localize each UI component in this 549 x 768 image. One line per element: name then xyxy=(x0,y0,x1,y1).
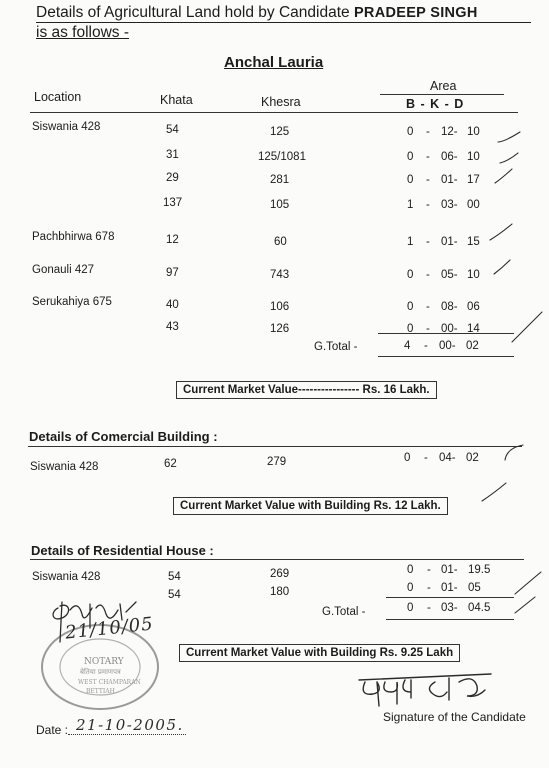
land-row-dash: - xyxy=(426,323,430,335)
land-row-location: Serukahiya 675 xyxy=(32,296,112,308)
res-total-b: 0 xyxy=(407,602,414,614)
land-row-k: 05- xyxy=(441,269,458,281)
land-row-d: 06 xyxy=(467,301,480,313)
date-value: 21-10-2005. xyxy=(76,716,184,734)
commercial-k: 04- xyxy=(439,452,456,464)
res-row-khata: 54 xyxy=(168,589,181,601)
land-row-dash: - xyxy=(426,151,430,163)
land-row-b: 0 xyxy=(407,174,414,186)
date-dotted-line xyxy=(68,734,186,735)
commercial-b: 0 xyxy=(404,452,411,464)
candidate-name: PRADEEP SINGH xyxy=(353,5,478,21)
land-row-dash: - xyxy=(426,126,430,138)
land-row-dash: - xyxy=(426,236,430,248)
land-row-khata: 137 xyxy=(163,197,183,209)
land-row-d: 17 xyxy=(467,174,480,186)
tick-icon xyxy=(490,224,512,240)
land-row-khata: 40 xyxy=(166,299,179,311)
residential-title: Details of Residential House : xyxy=(31,543,214,558)
signature-label: Signature of the Candidate xyxy=(383,710,526,724)
tick-icon xyxy=(512,312,542,342)
land-row-dash: - xyxy=(426,301,430,313)
col-area: Area xyxy=(430,79,457,93)
tick-icon xyxy=(515,572,541,594)
land-row-b: 0 xyxy=(407,126,414,138)
land-row-k: 08- xyxy=(441,301,458,313)
land-row-b: 0 xyxy=(407,269,414,281)
land-row-khesra: 60 xyxy=(274,236,287,248)
land-row-k: 03- xyxy=(441,199,458,211)
land-total-k: 00- xyxy=(439,340,456,352)
res-total-label: G.Total - xyxy=(322,606,366,618)
land-row-khesra: 126 xyxy=(270,323,290,335)
land-row-k: 06- xyxy=(441,151,458,163)
land-row-khata: 97 xyxy=(166,267,179,279)
commercial-title: Details of Comercial Building : xyxy=(29,429,218,444)
land-row-khesra: 743 xyxy=(270,269,290,281)
land-row-d: 10 xyxy=(467,126,480,138)
res-row-d: 05 xyxy=(468,582,481,594)
res-total-dash: - xyxy=(427,602,431,614)
land-row-khata: 29 xyxy=(166,172,179,184)
land-row-dash: - xyxy=(426,174,430,186)
land-row-khata: 12 xyxy=(166,234,179,246)
land-row-location: Siswania 428 xyxy=(32,121,101,133)
res-total-k: 03- xyxy=(441,602,458,614)
land-row-d: 00 xyxy=(467,199,480,211)
tick-icon xyxy=(500,153,518,163)
document-subtitle: is as follows - xyxy=(36,24,130,41)
land-row-k: 01- xyxy=(441,174,458,186)
land-row-d: 10 xyxy=(467,269,480,281)
res-row-khesra: 269 xyxy=(270,568,290,580)
res-row-dash: - xyxy=(427,582,431,594)
stamp-line-3: WEST CHAMPARAN xyxy=(78,679,141,686)
candidate-signature xyxy=(355,672,505,712)
land-total-dash: - xyxy=(424,340,428,352)
commercial-d: 02 xyxy=(466,452,479,464)
land-row-khata: 43 xyxy=(166,321,179,333)
res-row-b: 0 xyxy=(407,582,414,594)
stamp-line-1: NOTARY xyxy=(84,657,124,667)
col-khata: Khata xyxy=(160,93,193,107)
tick-icon xyxy=(505,445,523,460)
title-prefix: Details of Agricultural Land hold by Candidate xyxy=(36,4,350,21)
land-total-label: G.Total - xyxy=(314,341,358,353)
land-row-b: 0 xyxy=(407,151,414,163)
res-row-k: 01- xyxy=(441,564,458,576)
land-row-khesra: 125/1081 xyxy=(258,151,306,163)
land-row-khesra: 281 xyxy=(270,174,290,186)
commercial-market-value-box: Current Market Value with Building Rs. 12 Lakh. xyxy=(173,497,448,515)
notary-date: 21/10/05 xyxy=(64,613,155,644)
commercial-khesra: 279 xyxy=(267,456,287,468)
land-row-b: 1 xyxy=(407,199,414,211)
land-row-d: 10 xyxy=(467,151,480,163)
land-row-d: 15 xyxy=(467,236,480,248)
land-row-d: 14 xyxy=(467,323,480,335)
tick-icon xyxy=(498,132,520,142)
res-row-khesra: 180 xyxy=(270,586,290,598)
land-row-khesra: 106 xyxy=(270,301,290,313)
res-row-k: 01- xyxy=(441,582,458,594)
land-row-b: 1 xyxy=(407,236,414,248)
land-row-khesra: 125 xyxy=(270,126,290,138)
land-row-k: 12- xyxy=(441,126,458,138)
date-label: Date : xyxy=(36,723,69,737)
residential-market-value-box: Current Market Value with Building Rs. 9.25 Lakh xyxy=(179,644,460,662)
land-row-k: 00- xyxy=(441,323,458,335)
land-row-location: Gonauli 427 xyxy=(32,264,95,276)
tick-icon xyxy=(515,597,535,613)
commercial-dash: - xyxy=(424,452,428,464)
res-row-dash: - xyxy=(427,564,431,576)
res-total-d: 04.5 xyxy=(468,602,491,614)
stamp-line-4: BETTIAH xyxy=(86,688,115,695)
commercial-khata: 62 xyxy=(164,458,177,470)
tick-icon xyxy=(495,169,512,183)
land-market-value-box: Current Market Value---------------- Rs. 16 Lakh. xyxy=(176,381,437,399)
land-total-d: 02 xyxy=(466,340,479,352)
land-total-b: 4 xyxy=(404,340,411,352)
tick-icon xyxy=(482,483,506,501)
land-row-khesra: 105 xyxy=(270,199,290,211)
commercial-location: Siswania 428 xyxy=(30,461,99,473)
land-row-b: 0 xyxy=(407,301,414,313)
tick-icon xyxy=(494,260,510,274)
col-khesra: Khesra xyxy=(261,95,301,109)
land-row-khata: 31 xyxy=(166,149,179,161)
land-row-khata: 54 xyxy=(166,124,179,136)
stamp-line-2: बेतिया प्रमाणपत्र xyxy=(80,668,121,676)
col-bkd: B - K - D xyxy=(406,97,465,111)
land-row-k: 01- xyxy=(441,236,458,248)
res-row-b: 0 xyxy=(407,564,414,576)
land-row-dash: - xyxy=(426,199,430,211)
res-row-khata: 54 xyxy=(168,571,181,583)
land-row-dash: - xyxy=(426,269,430,281)
col-location: Location xyxy=(34,90,82,104)
land-row-b: 0 xyxy=(407,323,414,335)
res-row-d: 19.5 xyxy=(468,564,491,576)
land-row-location: Pachbhirwa 678 xyxy=(32,231,115,243)
res-row-location: Siswania 428 xyxy=(32,571,101,583)
anchal-heading: Anchal Lauria xyxy=(224,54,324,71)
